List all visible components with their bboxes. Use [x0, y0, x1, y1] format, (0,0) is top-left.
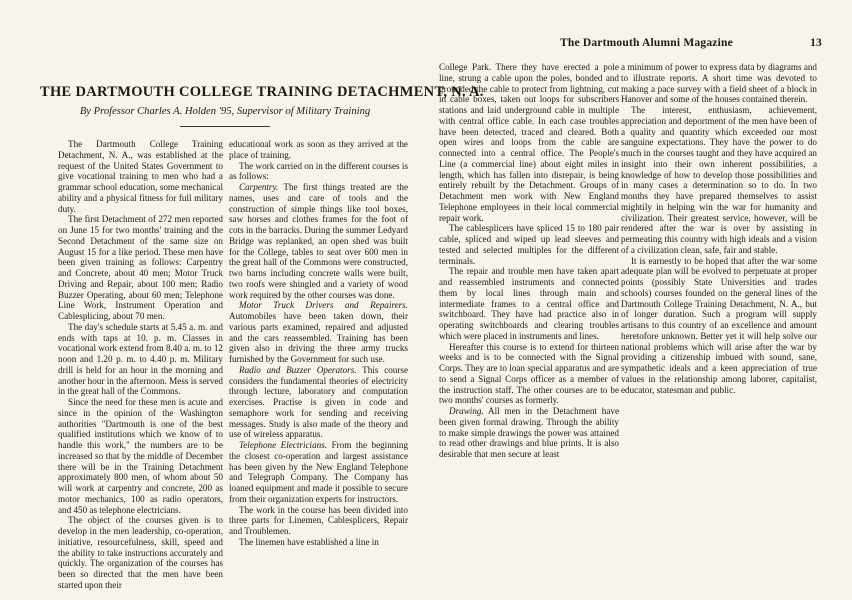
paragraph: The interest, enthusiasm, achievement, appreciation and deportment of the men have been of a quality and quantity which exceeded our most sanguine expectations. They have the power to do much in the courses taught and they have acquired an insight into their own inherent possibilities, a knowledge of how to develop those possibilities and in many cases a determination so to do. In two months they have prepared themselves to assist mightily in helping win the war for humanity and civilization. Their greatest service, however, will be rendered after the war is over by assisting in permeating this country with high ideals and a vision of a civilization clean, safe, fair and stable. [621, 105, 817, 255]
paragraph-text: The first things treated are the names, uses and care of tools and the construction of simple things like tool boxes, saw horses and clothes frames for the foot of cots in the barracks. During the summer Ledyard Bridge was replanked, an open shed was built for the College, tables to seat over 600 men in the great hall of the Commons were constructed, two barns including concrete walls were built, two roofs were shingled and a variety of wood work required by the other courses was done. [229, 182, 408, 300]
paragraph-text: Automobiles have been taken down, their various parts examined, repaired and adjusted and the cars reassembled. Training has been given also in driving the three army trucks furnished by the Government for such use. [229, 311, 408, 364]
column-2 [229, 139, 408, 548]
paragraph: Since the need for these men is acute and since in the opinion of the Washington authorities "Dartmouth is one of the best qualified institutions which we know of to handle this work," the numbers are to be increased so that by the middle of December there will be in the Training Detachment approximately 800 men, of whom about 50 will work at carpentry and concrete, 200 as motor mechanics, 100 as radio operators, and 450 as telephone electricians. [58, 397, 223, 515]
section-heading: Drawing. [449, 406, 484, 416]
paragraph-text: All men in the Detachment have been given formal drawing. Through the ability to make simple drawings the power was attained to read other drawings and blue prints. It is also desirable that men secure at least [439, 406, 619, 459]
section-heading: Carpentry. [239, 182, 279, 192]
magazine-name: The Dartmouth Alumni Magazine [560, 37, 733, 49]
paragraph: The cablesplicers have spliced 15 to 180 pair cable, spliced and wiped up lead sleeves and tested and selected multiples for the different terminals. [439, 223, 619, 266]
paragraph: The work carried on in the different courses is as follows: [229, 160, 408, 182]
paragraph: The work in the course has been divided into three parts for Linemen, Cablesplicers, Repair and Troublemen. [229, 504, 408, 536]
paragraph: The object of the courses given is to develop in the men leadership, co-operation, initiative, resourcefulness, skill, speed and the ability to take instructions accurately and quickly. The organization of the courses has been so directed that the men have been started upon their [58, 515, 223, 590]
title-divider [180, 126, 270, 127]
paragraph-text: From the beginning the closest co-operation and largest assistance has been given by the New England Telephone and Telegraph Company. The Company has loaned equipment and made it possible to secure from their organization experts for instructors. [229, 440, 409, 504]
paragraph: The linemen have established a line in [239, 536, 379, 547]
paragraph: The day's schedule starts at 5.45 a. m. and ends with taps at 10. p. m. Classes in vocational work extend from 8.40 a. m. to 12 noon and 1.20 p. m. to 4.40 p. m. Military drill is held for an hour in the morning and another hour in the afternoon. Mess is served in the great hall of the Commons. [58, 321, 223, 397]
paragraph: a minimum of power to express data by diagrams and to illustrate reports. A short time was devoted to making a pace survey with a field sheet of a block in Hanover and some of the houses contained therein. [621, 62, 817, 105]
paragraph: The repair and trouble men have taken apart and reassembled instruments and connected them by local lines through main and intermediate frames to a central office and switchboard. They have had practice also in operating switchboards and clearing troubles which were placed in instruments and lines. [439, 266, 619, 341]
running-header [560, 37, 822, 49]
paragraph: It is earnestly to be hoped that after the war some adequate plan will be evolved to perpetuate at proper points (possibly State Universities and trades schools) courses founded on the general lines of the Dartmouth College Training Detachment, N. A., but of longer duration. Such a program will supply artisans to this country of an excellence and amount heretofore unknown. Better yet it will help solve our national problems which will arise after the war by providing a citizenship imbued with sound, sane, sympathetic ideals and a keen appreciation of true values in the relationship among laborer, capitalist, educator, statesman and public. [621, 255, 817, 395]
paragraph [229, 440, 408, 505]
page-number: 13 [810, 37, 822, 49]
article-title: THE DARTMOUTH COLLEGE TRAINING DETACHMENT, N. A. [40, 84, 484, 100]
section-heading: Telephone Electricians. [239, 440, 328, 450]
paragraph-text: This course considers the fundamental theories of electricity through lecture, laboratory and computation exercises. Practise is given in code and semaphore work for sending and receiving messages. Study is also made of the theory and use of wireless apparatus. [229, 364, 409, 440]
article-byline: By Professor Charles A. Holden '95, Supervisor of Military Training [79, 106, 371, 117]
paragraph: educational work as soon as they arrived at the place of training. [229, 139, 408, 160]
paragraph [229, 300, 408, 365]
paragraph [229, 182, 408, 300]
paragraph: The first Detachment of 272 men reported on June 15 for two months' training and the Second Detachment of the same size on August 15 for a like period. These men have been given training as follows: Carpentry and Concrete, about 40 men; Motor Truck Driving and Repair, about 100 men; Radio Buzzer Operating, about 60 men; Telephone Line Work, Instrument Operation and Cablesplicing, about 70 men. [58, 214, 223, 321]
paragraph: Hereafter this course is to extend for thirteen weeks and is to be connected with the Signal Corps. They are to loan special apparatus and are to send a Signal Corps officer as a member of the instruction staff. The other courses are to be two months' courses as formerly. [439, 341, 619, 406]
paragraph [439, 406, 619, 460]
section-heading: Motor Truck Drivers and Repairers. [239, 300, 408, 311]
section-heading: Radio and Buzzer Operators. [239, 364, 357, 375]
paragraph: The Dartmouth College Training Detachment, N. A., was established at the request of the United States Government to give vocational training to men who had a grammar school education, some mechanical ability and a physical fitness for full military duty. [58, 139, 223, 214]
column-3 [439, 62, 619, 460]
column-1 [58, 139, 223, 591]
paragraph [229, 365, 408, 440]
column-4 [621, 62, 817, 395]
paragraph: College Park. There they have erected a pole line, strung a cable upon the poles, bonded and grounded the cable to protect from lightning, cut in cable boxes, taken out loops for subscribers stations and laid underground cable in multiple with central office cable. In each case troubles have been detected, traced and cleared. Both open wires and loops from the cable are connected into a central office. The People's Line (a commercial line) about eight miles in length, which has fallen into disrepair, is being entirely rebuilt by the Detachment. Groups of Detachment men work with New England Telephone employees in their local commercial repair work. [439, 62, 619, 223]
